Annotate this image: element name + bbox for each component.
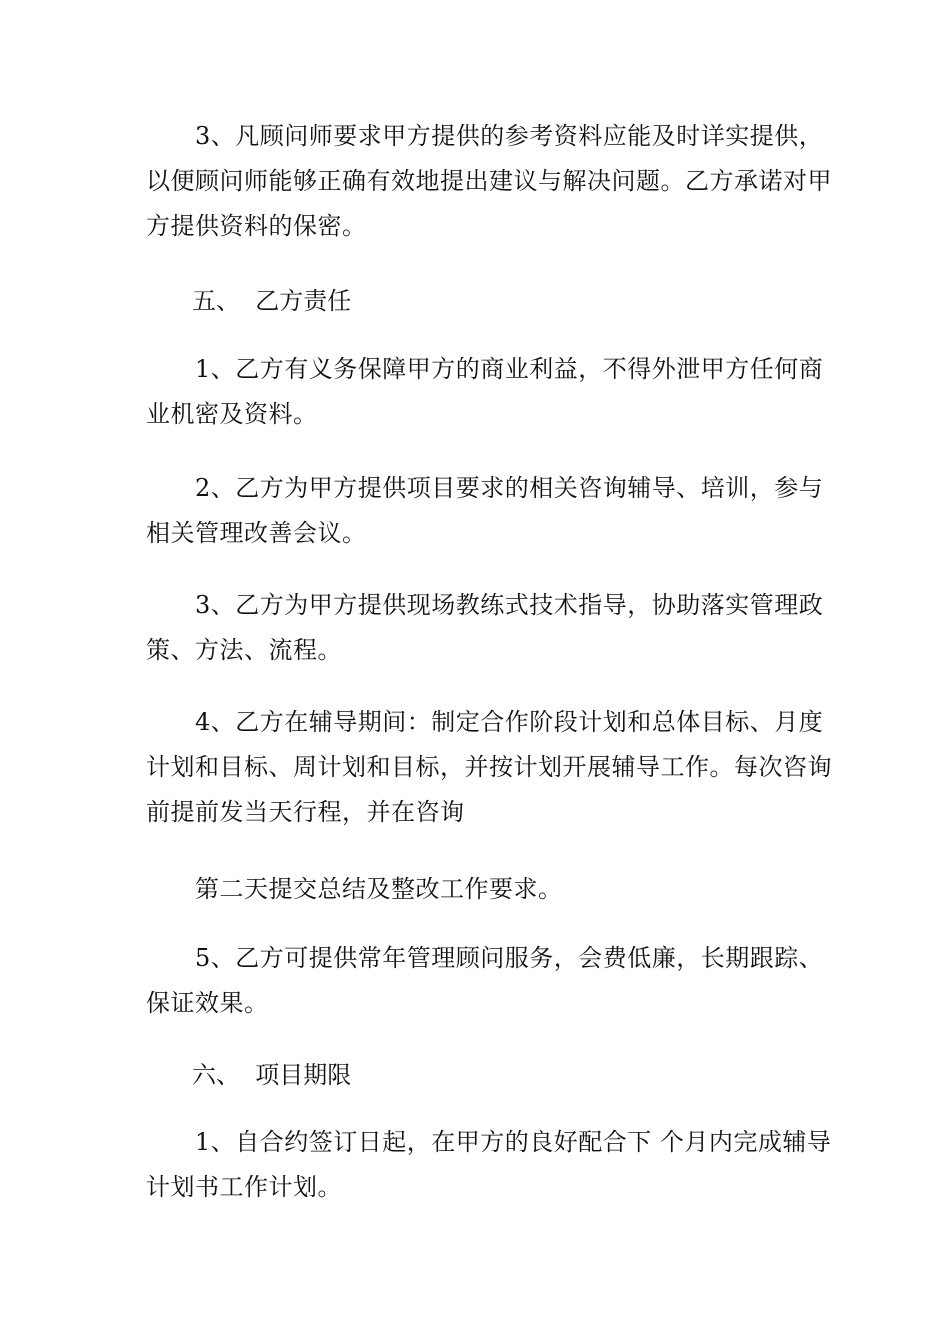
text-line: 以便顾问师能够正确有效地提出建议与解决问题。乙方承诺对甲: [146, 167, 832, 195]
text-line: 3、乙方为甲方提供现场教练式技术指导，协助落实管理政: [146, 591, 824, 619]
text-line: 1、自合约签订日起，在甲方的良好配合下 个月内完成辅导: [146, 1128, 832, 1156]
paragraph-item-5: [146, 936, 824, 1026]
text-line: 保证效果。: [146, 989, 269, 1017]
text-line: 第二天提交总结及整改工作要求。: [146, 875, 563, 903]
text-line: 5、乙方可提供常年管理顾问服务，会费低廉，长期跟踪、: [146, 944, 824, 972]
text-line: 3、凡顾问师要求甲方提供的参考资料应能及时详实提供，: [146, 122, 824, 150]
paragraph-item-4-continued: [146, 867, 811, 912]
text-line: 计划和目标、周计划和目标，并按计划开展辅导工作。每次咨询: [146, 753, 832, 781]
text-line: 策、方法、流程。: [146, 636, 342, 664]
paragraph-client-materials: [146, 114, 832, 249]
text-line: 1、乙方有义务保障甲方的商业利益，不得外泄甲方任何商: [146, 355, 824, 383]
paragraph-term-item-1: [146, 1120, 832, 1210]
paragraph-item-1: [146, 347, 824, 437]
paragraph-item-4: [146, 700, 832, 835]
text-line: 相关管理改善会议。: [146, 519, 367, 547]
text-line: 4、乙方在辅导期间：制定合作阶段计划和总体目标、月度: [146, 708, 824, 736]
text-line: 计划书工作计划。: [146, 1173, 342, 1201]
text-line: 前提前发当天行程，并在咨询: [146, 798, 465, 826]
section-heading-project-term: 六、 项目期限: [192, 1061, 352, 1089]
text-line: 方提供资料的保密。: [146, 212, 367, 240]
text-line: 2、乙方为甲方提供项目要求的相关咨询辅导、培训，参与: [146, 474, 824, 502]
paragraph-item-2: [146, 466, 824, 556]
paragraph-item-3: [146, 583, 824, 673]
text-line: 业机密及资料。: [146, 400, 318, 428]
section-heading-party-b-responsibility: 五、 乙方责任: [192, 287, 352, 315]
